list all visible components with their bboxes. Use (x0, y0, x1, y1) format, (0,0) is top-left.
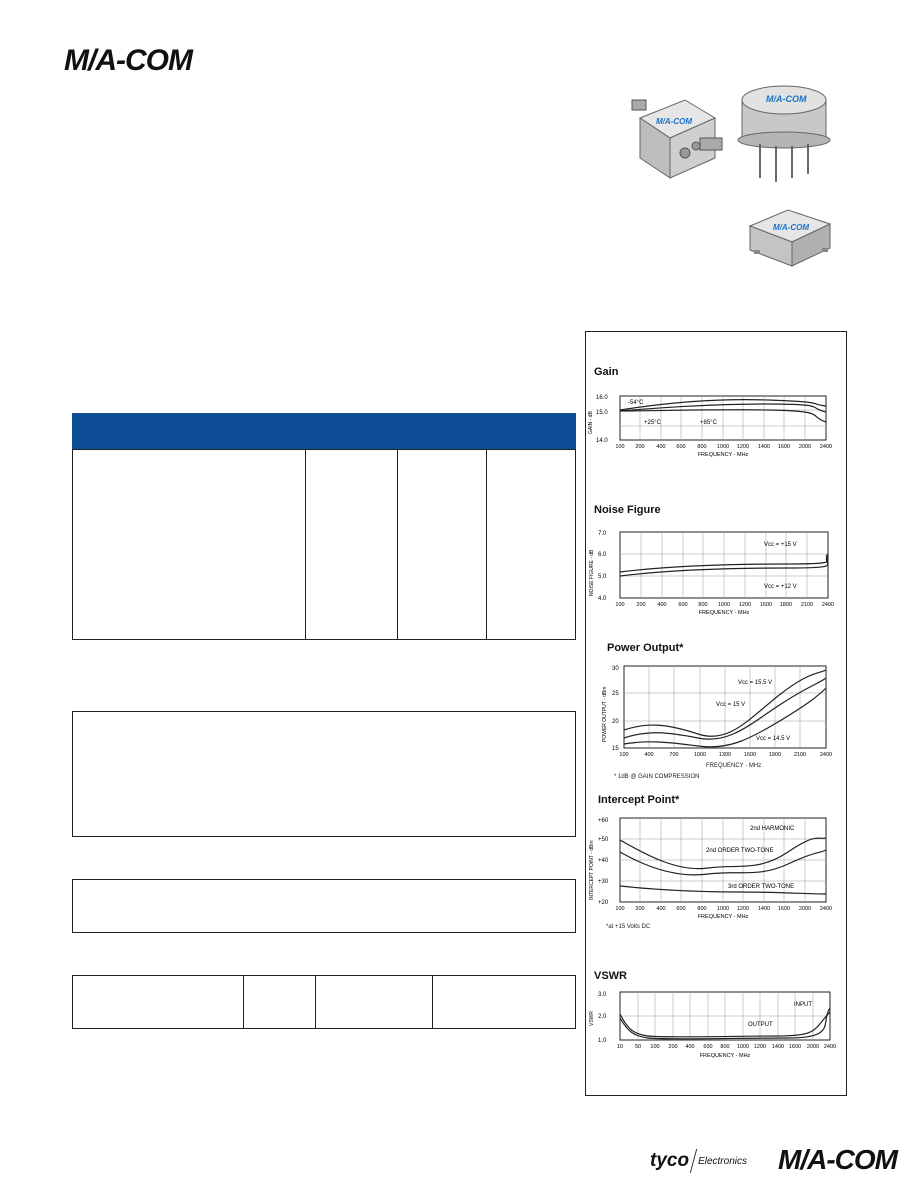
noise-ytick: 5.0 (598, 574, 607, 580)
noise-xtick: 600 (678, 602, 688, 608)
spec-table-divider (486, 450, 487, 639)
intercept-ytick: +60 (598, 818, 609, 824)
gain-xtick: 400 (656, 444, 666, 450)
vswr-xtick: 50 (634, 1044, 642, 1050)
vswr-xtick: 10 (616, 1044, 624, 1050)
noise-ytick: 4.0 (598, 596, 607, 602)
vswr-ytick: 3.0 (598, 992, 607, 998)
vswr-curve-label: OUTPUT (748, 1022, 773, 1028)
gain-chart (588, 384, 846, 464)
noise-xlabel: FREQUENCY - MHz (698, 610, 750, 616)
vswr-ylabel: VSWR (589, 1011, 595, 1026)
power-chart-title: Power Output* (607, 642, 684, 654)
power-xtick: 1600 (743, 752, 757, 758)
noise-xtick: 200 (636, 602, 646, 608)
vswr-xtick: 1600 (788, 1044, 802, 1050)
noise-xtick: 2100 (800, 602, 814, 608)
vswr-xtick: 1400 (771, 1044, 785, 1050)
ordering-table-divider (243, 976, 244, 1028)
intercept-ytick: +30 (598, 879, 609, 885)
gain-xtick: 800 (697, 444, 707, 450)
vswr-xtick: 800 (720, 1044, 730, 1050)
power-ytick: 15 (612, 746, 619, 752)
gain-xtick: 1400 (757, 444, 771, 450)
ordering-table-divider (432, 976, 433, 1028)
gain-xtick: 2400 (819, 444, 833, 450)
product-images (630, 78, 840, 278)
gain-curve-label: +85°C (700, 420, 717, 426)
intercept-chart-title: Intercept Point* (598, 794, 680, 806)
gain-chart-title: Gain (594, 366, 619, 378)
intercept-xtick: 2400 (819, 906, 833, 912)
intercept-xtick: 1400 (757, 906, 771, 912)
vswr-chart (588, 986, 846, 1068)
gain-xtick: 200 (635, 444, 645, 450)
vswr-xtick: 2000 (806, 1044, 820, 1050)
noise-curve-label: Vcc = +12 V (764, 584, 797, 590)
vswr-xtick: 2400 (823, 1044, 837, 1050)
typical-performance-panel (585, 331, 847, 1096)
vswr-ytick: 1.0 (598, 1038, 607, 1044)
noise-xtick: 100 (615, 602, 625, 608)
connectorized-package-image (632, 100, 722, 178)
svg-text:M/A-COM: M/A-COM (766, 94, 807, 104)
noise-xtick: 800 (698, 602, 708, 608)
intercept-ylabel: INTERCEPT POINT - dBm (589, 840, 595, 900)
power-xlabel: FREQUENCY - MHz (706, 763, 762, 769)
power-xtick: 2400 (819, 752, 833, 758)
noise-ytick: 7.0 (598, 531, 607, 537)
tyco-electronics-logo (650, 1146, 747, 1176)
noise-xtick: 400 (657, 602, 667, 608)
vswr-chart-title: VSWR (594, 970, 627, 982)
power-xtick: 700 (669, 752, 679, 758)
gain-xtick: 1600 (777, 444, 791, 450)
intercept-xtick: 200 (635, 906, 645, 912)
intercept-curve-label: 3rd ORDER TWO-TONE (728, 884, 795, 890)
intercept-xtick: 1600 (777, 906, 791, 912)
intercept-xtick: 400 (656, 906, 666, 912)
intercept-xtick: 100 (615, 906, 625, 912)
noise-xtick: 1000 (717, 602, 731, 608)
intercept-xtick: 1200 (736, 906, 750, 912)
gain-xlabel: FREQUENCY - MHz (697, 452, 749, 458)
gain-xtick: 1200 (736, 444, 750, 450)
vswr-xtick: 200 (668, 1044, 678, 1050)
intercept-xtick: 600 (676, 906, 686, 912)
spec-table-divider (397, 450, 398, 639)
power-ylabel: POWER OUTPUT - dBm (602, 686, 608, 742)
gain-xtick: 1000 (716, 444, 730, 450)
smt-package-image (750, 210, 830, 266)
noise-chart-title: Noise Figure (594, 504, 661, 516)
noise-ytick: 6.0 (598, 552, 607, 558)
ordering-table-divider (315, 976, 316, 1028)
power-ytick: 25 (612, 691, 619, 697)
intercept-xtick: 1000 (716, 906, 730, 912)
intercept-footnote: *at +15 Volts DC (606, 924, 651, 930)
tyco-text: tyco (650, 1150, 690, 1171)
thermal-box (72, 879, 576, 933)
vswr-xtick: 1000 (736, 1044, 750, 1050)
gain-ytick: 15.0 (596, 410, 608, 416)
power-output-chart (588, 660, 846, 760)
power-footnote: * 1dB @ GAIN COMPRESSION (614, 774, 700, 780)
power-xtick: 1000 (693, 752, 707, 758)
vswr-xlabel: FREQUENCY - MHz (699, 1053, 751, 1059)
power-xtick: 100 (619, 752, 629, 758)
gain-xtick: 600 (676, 444, 686, 450)
vswr-xtick: 100 (650, 1044, 660, 1050)
noise-curve-label: Vcc = +15 V (764, 542, 797, 548)
ordering-table (72, 975, 576, 1029)
gain-curve-label: -54°C (628, 400, 644, 406)
electronics-text: Electronics (698, 1155, 747, 1167)
power-curve-label: Vcc = 14.5 V (756, 736, 791, 742)
vswr-xtick: 600 (703, 1044, 713, 1050)
power-xtick: 1300 (718, 752, 732, 758)
power-ytick: 20 (612, 719, 619, 725)
vswr-curve-label: INPUT (794, 1002, 812, 1008)
intercept-ytick: +40 (598, 858, 609, 864)
ratings-box (72, 711, 576, 837)
spec-table-divider (305, 450, 306, 639)
noise-xtick: 1600 (759, 602, 773, 608)
gain-curve-label: +25°C (644, 420, 661, 426)
svg-text:M/A-COM: M/A-COM (773, 223, 809, 232)
power-curve-label: Vcc = 15.5 V (738, 680, 773, 686)
intercept-curve-label: 2nd HARMONIC (750, 826, 795, 832)
intercept-point-chart (588, 812, 846, 920)
noise-figure-chart (588, 522, 846, 622)
gain-xtick: 100 (615, 444, 625, 450)
noise-ylabel: NOISE FIGURE - dB (589, 549, 595, 596)
to8-package-image (738, 86, 830, 182)
gain-ytick: 16.0 (596, 395, 608, 401)
intercept-curve-label: 2nd ORDER TWO-TONE (706, 848, 774, 854)
svg-text:M/A-COM: M/A-COM (656, 117, 692, 126)
gain-ylabel: GAIN - dB (588, 411, 594, 434)
intercept-xlabel: FREQUENCY - MHz (697, 914, 749, 920)
gain-xtick: 2000 (798, 444, 812, 450)
intercept-ytick: +50 (598, 837, 609, 843)
spec-table-header (72, 413, 576, 450)
intercept-xtick: 2000 (798, 906, 812, 912)
footer-brand-text: M/A-COM (778, 1144, 897, 1175)
intercept-xtick: 800 (697, 906, 707, 912)
noise-xtick: 2400 (821, 602, 835, 608)
intercept-ytick: +20 (598, 900, 609, 906)
power-xtick: 400 (644, 752, 654, 758)
gain-ytick: 14.0 (596, 438, 608, 444)
power-ytick: 30 (612, 666, 619, 672)
noise-xtick: 1200 (738, 602, 752, 608)
macom-logo (64, 44, 192, 78)
power-xtick: 1900 (768, 752, 782, 758)
power-xtick: 2100 (793, 752, 807, 758)
vswr-xtick: 400 (685, 1044, 695, 1050)
logo-divider (690, 1149, 697, 1173)
power-curve-label: Vcc = 15 V (716, 702, 746, 708)
brand-text: M/A-COM (64, 44, 192, 77)
spec-table (72, 449, 576, 640)
vswr-xtick: 1200 (753, 1044, 767, 1050)
vswr-ytick: 2.0 (598, 1014, 607, 1020)
macom-footer-logo (778, 1144, 897, 1176)
noise-xtick: 1800 (779, 602, 793, 608)
